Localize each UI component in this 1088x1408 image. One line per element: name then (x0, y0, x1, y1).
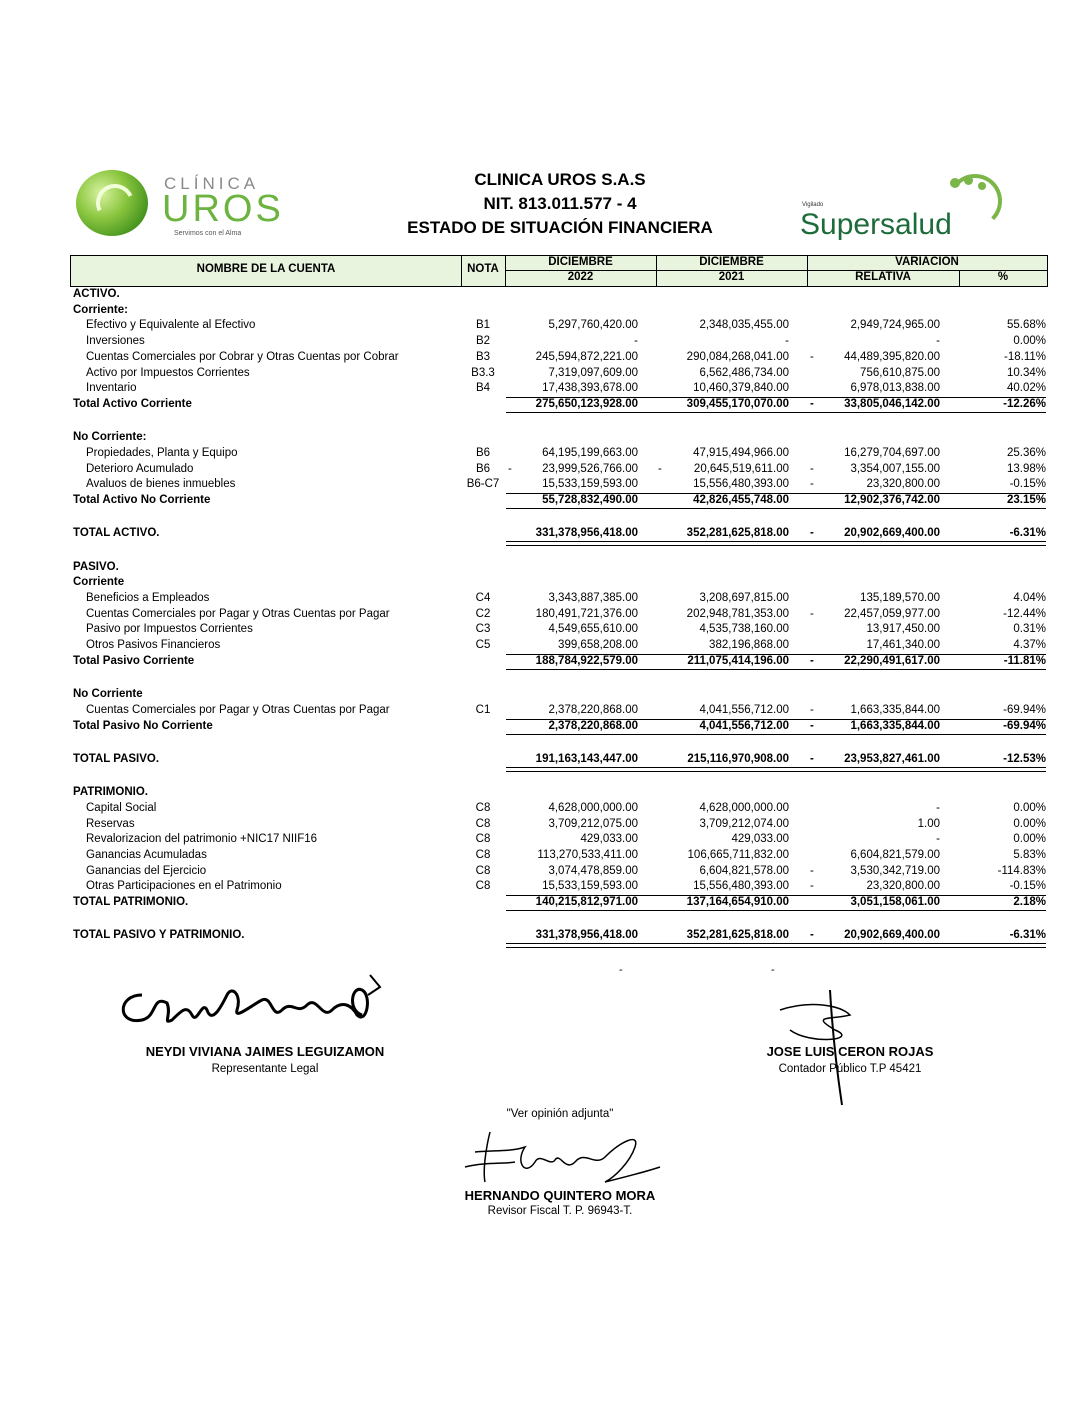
value-2021: 352,281,625,818.00 (686, 527, 789, 540)
minus-sign: - (810, 929, 814, 942)
account-label: Total Activo No Corriente (73, 494, 211, 506)
note-ref: B3.3 (471, 366, 495, 379)
value-2022: 3,709,212,075.00 (548, 817, 638, 830)
value-relative: 1,663,335,844.00 (850, 703, 940, 716)
table-row (70, 318, 1048, 333)
value-2022: 331,378,956,418.00 (535, 929, 638, 942)
minus-sign: - (810, 350, 814, 363)
value-2022: 188,784,922,579.00 (535, 654, 638, 667)
minus-sign: - (810, 880, 814, 893)
table-row (70, 366, 1048, 381)
value-relative: 22,290,491,617.00 (844, 654, 940, 667)
value-2022: 4,628,000,000.00 (548, 801, 638, 814)
minus-sign: - (810, 607, 814, 620)
value-2021: 6,604,821,578.00 (699, 864, 789, 877)
value-percent: -12.53% (1003, 752, 1046, 765)
table-row (70, 752, 1048, 767)
minus-sign: - (810, 397, 814, 410)
account-label: PATRIMONIO. (73, 786, 148, 799)
table-row (70, 638, 1048, 653)
account-label: Beneficios a Empleados (86, 592, 210, 604)
table-row (70, 785, 1048, 800)
minus-sign: - (810, 654, 814, 667)
value-relative: 23,320,800.00 (866, 880, 940, 893)
account-label: Inversiones (86, 335, 145, 348)
value-relative: 135,189,570.00 (860, 592, 940, 604)
header-relative: RELATIVA (855, 271, 911, 283)
note-ref: C4 (475, 592, 491, 604)
account-label: Inventario (86, 382, 137, 395)
value-2022: 17,438,393,678.00 (542, 382, 638, 395)
value-2022: 15,533,159,593.00 (542, 880, 638, 893)
account-label: Pasivo por Impuestos Corrientes (86, 623, 253, 636)
account-label: Cuentas Comerciales por Pagar y Otras Cuentas por Pagar (86, 703, 390, 716)
value-2022: 399,658,208.00 (558, 639, 638, 652)
value-relative: 20,902,669,400.00 (844, 929, 940, 942)
company-nit: NIT. 813.011.577 - 4 (483, 194, 637, 213)
value-2021: - (785, 335, 789, 348)
value-percent: 0.00% (1013, 833, 1046, 846)
header-col2-bottom: 2021 (718, 271, 745, 283)
blank-row (70, 768, 1048, 783)
value-percent: 5.83% (1013, 848, 1046, 861)
value-relative: 13,917,450.00 (866, 623, 940, 636)
note-ref: B1 (475, 319, 491, 332)
account-label: TOTAL PASIVO Y PATRIMONIO. (73, 929, 245, 942)
value-2021: 309,455,170,070.00 (686, 397, 789, 410)
account-label: TOTAL PASIVO. (73, 752, 160, 765)
value-relative: 6,604,821,579.00 (850, 848, 940, 861)
table-row (70, 832, 1048, 847)
value-2022: 55,728,832,490.00 (542, 494, 638, 506)
value-percent: 23.15% (1006, 494, 1046, 506)
legal-rep-name: NEYDI VIVIANA JAIMES LEGUIZAMON (145, 1044, 385, 1059)
accountant-name: JOSE LUIS CERON ROJAS (766, 1044, 934, 1059)
value-percent: -0.15% (1009, 880, 1046, 893)
supersalud-logo (800, 172, 1000, 246)
value-2021: 6,562,486,734.00 (699, 366, 789, 379)
value-relative: 23,320,800.00 (866, 478, 940, 491)
value-2022: 2,378,220,868.00 (548, 719, 638, 732)
clinica-uros-logo (74, 168, 284, 242)
value-2022: 191,163,143,447.00 (535, 752, 638, 765)
account-label: Activo por Impuestos Corrientes (86, 366, 250, 379)
blank-row (70, 509, 1048, 524)
account-label: Revalorizacion del patrimonio +NIC17 NIIF16 (86, 833, 318, 846)
account-label: ACTIVO. (73, 288, 120, 300)
header-account: NOMBRE DE LA CUENTA (196, 263, 336, 275)
value-2021: 211,075,414,196.00 (687, 654, 789, 667)
table-row (70, 303, 1048, 318)
value-2022: 275,650,123,928.00 (535, 397, 638, 410)
logo-tagline: Servimos con el Alma (174, 230, 242, 237)
table-row (70, 477, 1048, 492)
value-2021: 429,033.00 (731, 833, 789, 846)
blank-row (70, 542, 1048, 557)
account-label: Cuentas Comerciales por Cobrar y Otras Cuentas por Cobrar (86, 350, 399, 363)
account-label: No Corriente: (73, 431, 147, 444)
logo-ball-icon (76, 170, 148, 236)
value-percent: 0.00% (1013, 801, 1046, 814)
minus-sign: - (810, 719, 814, 732)
value-percent: 4.37% (1013, 639, 1046, 652)
value-percent: 0.31% (1013, 623, 1046, 636)
value-percent: -6.31% (1009, 527, 1046, 540)
value-relative: 3,051,158,061.00 (850, 896, 940, 908)
value-2021: 4,041,556,712.00 (699, 703, 789, 716)
blank-row (70, 670, 1048, 685)
blank-row (70, 734, 1048, 749)
account-label: Corriente (73, 576, 125, 589)
account-label: Reservas (86, 817, 135, 830)
value-2022: 4,549,655,610.00 (548, 623, 638, 636)
value-relative: 6,978,013,838.00 (850, 382, 940, 395)
note-ref: C8 (475, 848, 491, 861)
value-percent: -69.94% (1003, 703, 1046, 716)
value-relative: - (936, 335, 940, 348)
value-2022: 64,195,199,663.00 (542, 446, 638, 459)
note-ref: B6 (475, 446, 491, 459)
table-row (70, 654, 1048, 669)
value-2021: 10,460,379,840.00 (693, 382, 789, 395)
note-ref: B2 (475, 335, 491, 348)
account-label: No Corriente (73, 688, 143, 701)
account-label: Total Activo Corriente (73, 397, 192, 410)
account-label: Capital Social (86, 801, 157, 814)
value-2022: 3,343,887,385.00 (548, 592, 638, 604)
table-row (70, 607, 1048, 622)
value-relative: 16,279,704,697.00 (844, 446, 940, 459)
minus-sign: - (810, 752, 814, 765)
header-col1-top: DICIEMBRE (548, 256, 613, 268)
minus-sign: - (810, 703, 814, 716)
table-row (70, 446, 1048, 461)
logo-vigilado: Vigilado (802, 202, 824, 208)
legal-rep-signature-icon (112, 965, 392, 1045)
value-2021: 20,645,519,611.00 (693, 462, 789, 475)
value-relative: 3,354,007,155.00 (850, 462, 940, 475)
table-row (70, 462, 1048, 477)
minus-sign: - (508, 462, 512, 475)
value-percent: 10.34% (1006, 366, 1046, 379)
table-row (70, 687, 1048, 702)
value-relative: 23,953,827,461.00 (844, 752, 940, 765)
table-row (70, 703, 1048, 718)
value-2022: 15,533,159,593.00 (542, 478, 638, 491)
account-label: Avaluos de bienes inmuebles (86, 478, 236, 491)
table-header (70, 255, 1048, 287)
value-percent: -11.81% (1003, 654, 1046, 667)
table-row (70, 879, 1048, 894)
table-row (70, 430, 1048, 445)
note-ref: C2 (475, 607, 491, 620)
value-percent: -18.11% (1004, 350, 1046, 363)
note-ref: B6-C7 (466, 478, 500, 491)
table-row (70, 560, 1048, 575)
account-label: PASIVO. (73, 560, 119, 573)
opinion-note: "Ver opinión adjunta" (506, 1108, 614, 1120)
table-row (70, 928, 1048, 943)
table-row (70, 848, 1048, 863)
value-2022: 180,491,721,376.00 (535, 607, 638, 620)
value-relative: 12,902,376,742.00 (844, 494, 940, 506)
table-row (70, 397, 1048, 412)
value-2022: 3,074,478,859.00 (548, 864, 638, 877)
account-label: TOTAL PATRIMONIO. (73, 896, 189, 908)
value-2021: 3,709,212,074.00 (699, 817, 789, 830)
account-label: Deterioro Acumulado (86, 462, 194, 475)
value-percent: 25.36% (1006, 446, 1046, 459)
value-2021: 352,281,625,818.00 (686, 929, 789, 942)
auditor-signature-icon (455, 1122, 665, 1192)
auditor-block (430, 1188, 690, 1217)
value-2021: 215,116,970,908.00 (687, 752, 789, 765)
note-ref: C8 (475, 833, 491, 846)
value-2022: - (634, 335, 638, 348)
minus-sign: - (810, 864, 814, 877)
value-2021: 137,164,654,910.00 (686, 896, 789, 908)
value-relative: - (936, 801, 940, 814)
value-2021: 15,556,480,393.00 (693, 880, 789, 893)
value-relative: 20,902,669,400.00 (844, 527, 940, 540)
table-row (70, 493, 1048, 508)
header-col2-top: DICIEMBRE (699, 256, 764, 268)
value-2022: 331,378,956,418.00 (535, 527, 638, 540)
note-ref: C5 (475, 639, 491, 652)
value-relative: 17,461,340.00 (866, 639, 940, 652)
minus-sign: - (810, 527, 814, 540)
table-row (70, 287, 1048, 302)
value-2021: 382,196,868.00 (709, 639, 789, 652)
account-label: Efectivo y Equivalente al Efectivo (86, 319, 256, 332)
value-percent: -69.94% (1003, 719, 1046, 732)
table-row (70, 526, 1048, 541)
value-relative: 22,457,059,977.00 (844, 607, 940, 620)
legal-rep-block (100, 1044, 430, 1075)
value-2022: 245,594,872,221.00 (535, 350, 638, 363)
table-row (70, 575, 1048, 590)
value-percent: -0.15% (1009, 478, 1046, 491)
minus-sign: - (658, 462, 662, 475)
account-label: Ganancias Acumuladas (86, 848, 207, 861)
account-label: Otras Participaciones en el Patrimonio (86, 880, 282, 893)
note-ref: C8 (475, 864, 491, 877)
value-relative: 1,663,335,844.00 (850, 719, 940, 732)
table-row (70, 864, 1048, 879)
value-2021: 42,826,455,748.00 (693, 494, 789, 506)
value-2021: 47,915,494,966.00 (693, 446, 789, 459)
value-percent: 55.68% (1006, 319, 1046, 332)
table-row (70, 381, 1048, 396)
accountant-block (740, 1044, 960, 1075)
note-ref: C3 (475, 623, 491, 636)
value-relative: 3,530,342,719.00 (850, 864, 940, 877)
table-row (70, 817, 1048, 832)
value-percent: 13.98% (1006, 462, 1046, 475)
note-ref: B6 (475, 462, 491, 475)
table-row (70, 719, 1048, 734)
accountant-role: Contador Público T.P 45421 (778, 1063, 922, 1075)
note-ref: C8 (475, 801, 491, 814)
value-percent: -12.26% (1003, 397, 1046, 410)
statement-title: ESTADO DE SITUACIÓN FINANCIERA (407, 218, 713, 237)
value-2021: 4,628,000,000.00 (699, 801, 789, 814)
account-label: Propiedades, Planta y Equipo (86, 446, 238, 459)
value-2021: 2,348,035,455.00 (699, 319, 789, 332)
value-relative: - (936, 833, 940, 846)
value-percent: 40.02% (1006, 382, 1046, 395)
value-2022: 429,033.00 (580, 833, 638, 846)
auditor-name: HERNANDO QUINTERO MORA (464, 1188, 656, 1203)
value-relative: 44,489,395,820.00 (844, 350, 940, 363)
value-2021: 202,948,781,353.00 (686, 607, 789, 620)
value-2021: 290,084,268,041.00 (686, 350, 789, 363)
account-label: Total Pasivo Corriente (73, 654, 195, 667)
logo-word-clinica: CLÍNICA (164, 174, 260, 193)
value-2022: 5,297,760,420.00 (548, 319, 638, 332)
value-relative: 1.00 (917, 817, 940, 830)
value-2022: 113,270,533,411.00 (537, 848, 638, 861)
value-relative: 33,805,046,142.00 (844, 397, 940, 410)
value-percent: -12.44% (1003, 607, 1046, 620)
header-col1-bottom: 2022 (567, 271, 594, 283)
blank-row (70, 911, 1048, 926)
value-relative: 756,610,875.00 (860, 366, 940, 379)
logo-word-uros: UROS (162, 188, 284, 230)
value-2021: 4,535,738,160.00 (699, 623, 789, 636)
dash-2021: - (771, 964, 775, 976)
value-2021: 15,556,480,393.00 (693, 478, 789, 491)
value-2021: 4,041,556,712.00 (699, 719, 789, 732)
legal-rep-role: Representante Legal (211, 1063, 319, 1075)
note-ref: B3 (475, 350, 491, 363)
blank-row (70, 413, 1048, 428)
value-percent: -114.83% (997, 864, 1046, 877)
note-ref: C8 (475, 880, 491, 893)
auditor-role: Revisor Fiscal T. P. 96943-T. (487, 1205, 633, 1217)
value-2021: 3,208,697,815.00 (699, 592, 789, 604)
table-row (70, 334, 1048, 349)
value-2022: 23,999,526,766.00 (542, 462, 638, 475)
note-ref: C8 (475, 817, 491, 830)
account-label: Total Pasivo No Corriente (73, 719, 213, 732)
account-label: Ganancias del Ejercicio (86, 864, 207, 877)
header-nota: NOTA (467, 263, 499, 275)
header-variation: VARIACION (895, 256, 959, 268)
dash-2022: - (619, 964, 623, 976)
table-row (70, 591, 1048, 606)
table-row (70, 801, 1048, 816)
table-row (70, 350, 1048, 365)
value-percent: 4.04% (1013, 592, 1046, 604)
value-2022: 2,378,220,868.00 (548, 703, 638, 716)
account-label: Otros Pasivos Financieros (86, 639, 221, 652)
value-percent: 2.18% (1013, 896, 1046, 908)
value-2022: 140,215,812,971.00 (535, 896, 638, 908)
header-percent: % (997, 271, 1009, 283)
value-percent: 0.00% (1013, 335, 1046, 348)
value-percent: 0.00% (1013, 817, 1046, 830)
note-ref: C1 (475, 703, 491, 716)
account-label: Cuentas Comerciales por Pagar y Otras Cuentas por Pagar (86, 607, 390, 620)
account-label: TOTAL ACTIVO. (73, 527, 160, 540)
table-row (70, 895, 1048, 910)
company-name: CLINICA UROS S.A.S (474, 170, 646, 189)
value-2021: 106,665,711,832.00 (687, 848, 789, 861)
logo-supersalud: Supersalud (800, 208, 952, 241)
value-2022: 7,319,097,609.00 (548, 366, 638, 379)
account-label: Corriente: (73, 303, 128, 316)
value-relative: 2,949,724,965.00 (850, 319, 940, 332)
value-percent: -6.31% (1009, 929, 1046, 942)
minus-sign: - (810, 478, 814, 491)
note-ref: B4 (475, 382, 491, 395)
minus-sign: - (810, 462, 814, 475)
table-row (70, 622, 1048, 637)
